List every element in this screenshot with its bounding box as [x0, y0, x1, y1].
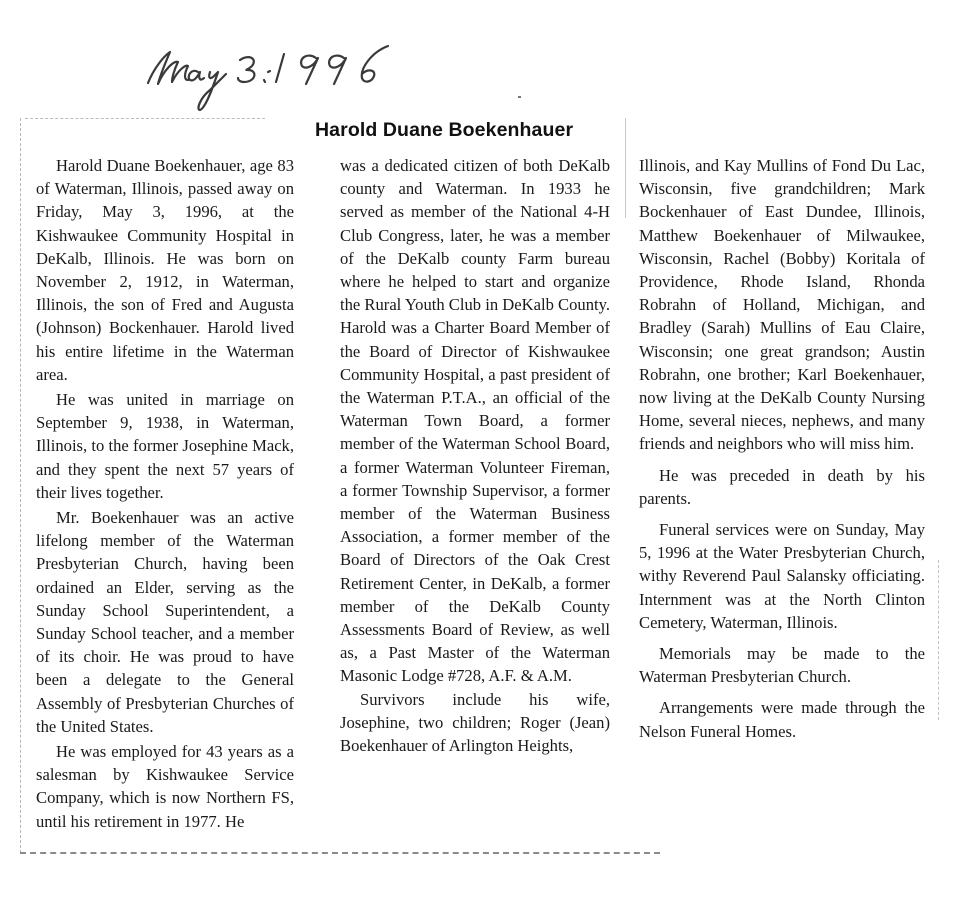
- paragraph: Survivors include his wife, Josephine, two children; Roger (Jean) Boekenhauer of Arlington Heights,: [340, 689, 610, 756]
- clipping-left-edge: [20, 118, 21, 853]
- paragraph: He was preceded in death by his parents.: [639, 465, 925, 508]
- article-column-3: [639, 154, 925, 743]
- paragraph: Arrangements were made through the Nelson Funeral Homes.: [639, 698, 925, 741]
- handwritten-date: [140, 38, 420, 118]
- paragraph: Harold Duane Boekenhauer, age 83 of Waterman, Illinois, passed away on Friday, May 3, 1996, at the Kishwaukee Community Hospital in DeKalb, Illinois. He was born on November 2, 1912, in Waterman, Illinois, the son of Fred and Augusta (Johnson) Bockenhauer. Harold lived his entire lifetime in the Waterman area.: [36, 156, 294, 384]
- obituary-headline: Harold Duane Boekenhauer: [315, 119, 574, 141]
- paragraph: was a dedicated citizen of both DeKalb county and Waterman. In 1933 he served as member of the National 4-H Club Congress, later, he was a member of the DeKalb county Farm bureau where he helped to start and organize the Rural Youth Club in DeKalb County. Harold was a Charter Board Member of the Board of Director of Kishwaukee Community Hospital, a past president of the Waterman P.T.A., an official of the Waterman Town Board, a former member of the Waterman School Board, a former Waterman Volunteer Fireman, a former Township Supervisor, a former member of the Waterman Business Association, a former member of the Board of Directors of the Oak Crest Retirement Center, in DeKalb, a former member of the DeKalb County Assessments Board of Review, as well as, a Past Master of the Waterman Masonic Lodge #728, A.F. & A.M.: [340, 156, 610, 686]
- article-column-2: [340, 154, 610, 757]
- clipping-top-edge: [25, 118, 265, 119]
- paragraph: Memorials may be made to the Waterman Presbyterian Church.: [639, 644, 925, 687]
- paragraph: He was employed for 43 years as a salesman by Kishwaukee Service Company, which is now Northern FS, until his retirement in 1977. He: [36, 742, 294, 831]
- paragraph: He was united in marriage on September 9, 1938, in Waterman, Illinois, to the former Josephine Mack, and they spent the next 57 years of their lives together.: [36, 390, 294, 502]
- clipping-right-edge: [938, 560, 939, 720]
- paragraph: Illinois, and Kay Mullins of Fond Du Lac, Wisconsin, five grandchildren; Mark Bockenhauer of East Dundee, Illinois, Matthew Boekenhauer of Milwaukee, Wisconsin, Rachel (Bobby) Koritala of Providence, Rhode Island, Rhonda Robrahn of Holland, Michigan, and Bradley (Sarah) Mullins of Eau Claire, Wisconsin; one great grandson; Austin Robrahn, one brother; Karl Boekenhauer, now living at the DeKalb County Nursing Home, several nieces, nephews, and many friends and neighbors who will miss him.: [639, 156, 925, 454]
- paragraph: Funeral services were on Sunday, May 5, 1996 at the Water Presbyterian Church, withy Reverend Paul Salansky officiating. Internment was at the North Clinton Cemetery, Waterman, Illinois.: [639, 520, 925, 632]
- paragraph: Mr. Boekenhauer was an active lifelong member of the Waterman Presbyterian Church, having been ordained an Elder, serving as the Sunday School Superintendent, a Sunday School teacher, and a member of its choir. He was proud to have been a delegate to the General Assembly of Presbyterian Churches of the United States.: [36, 508, 294, 736]
- article-column-1: [36, 154, 294, 833]
- scan-speck: [518, 96, 521, 98]
- clipping-bottom-edge: [20, 852, 660, 854]
